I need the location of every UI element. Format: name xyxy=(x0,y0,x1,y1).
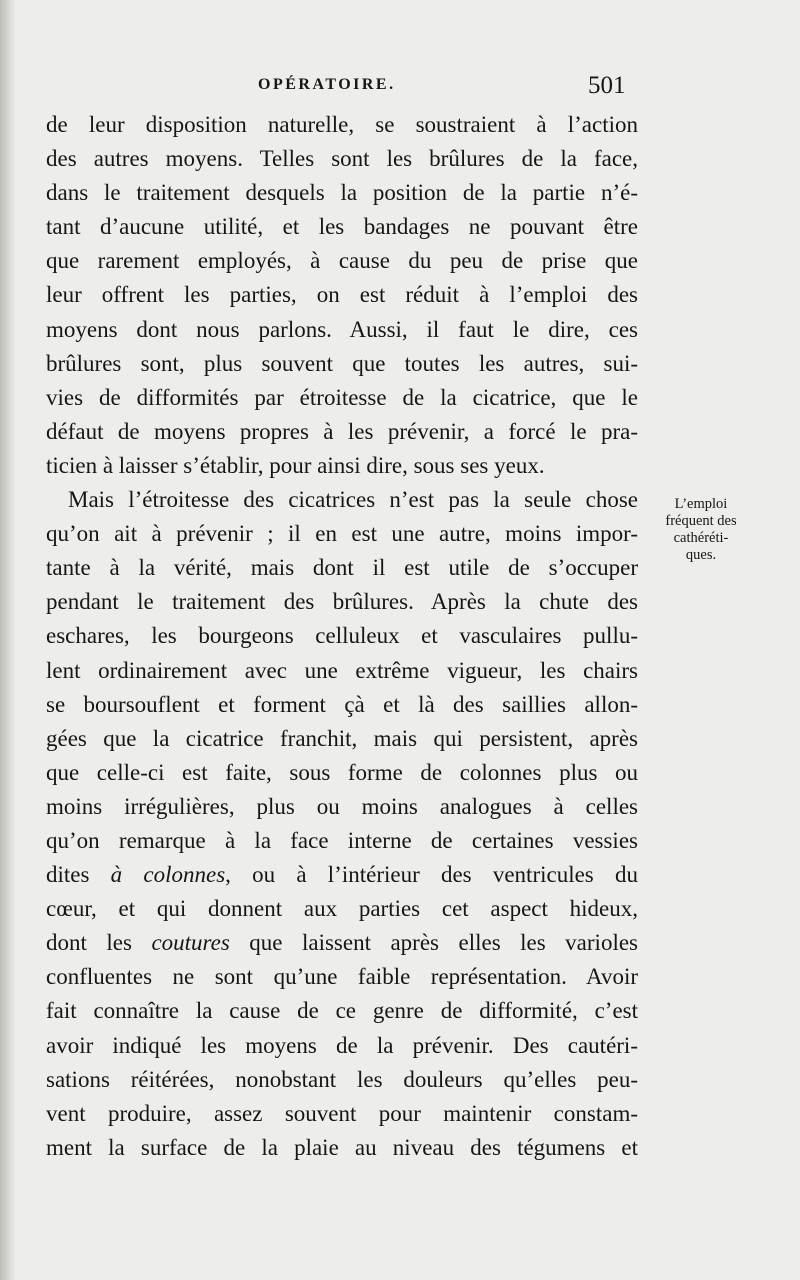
text-line-5: que rarement employés, à cause du peu de prise que xyxy=(46,248,638,274)
text-line-11: ticien à laisser s’établir, pour ainsi dire, sous ses yeux. xyxy=(46,452,545,478)
text-line-2: des autres moyens. Telles sont les brûlures de la face, xyxy=(46,146,638,172)
running-head-title: OPÉRATOIRE. xyxy=(258,76,396,93)
italic-term: coutures xyxy=(151,930,230,956)
text-line-15: pendant le traitement des brûlures. Après la chute des xyxy=(46,589,638,615)
text-line-24: cœur, et qui donnent aux parties cet aspect hideux, xyxy=(46,896,638,922)
body-text xyxy=(46,108,638,1165)
binding-shadow xyxy=(0,0,16,1280)
text-line-12: Mais l’étroitesse des cicatrices n’est pas la seule chose xyxy=(68,487,638,513)
text-line-23: dites à colonnes, ou à l’intérieur des ventricules du xyxy=(46,862,638,888)
text-line-3: dans le traitement desquels la position de la partie n’é- xyxy=(46,180,638,206)
text-line-20: que celle-ci est faite, sous forme de colonnes plus ou xyxy=(46,759,638,785)
text-line-1: de leur disposition naturelle, se soustraient à l’action xyxy=(46,112,638,137)
text-line-10: défaut de moyens propres à les prévenir, a forcé le pra- xyxy=(46,418,638,444)
text-line-21: moins irrégulières, plus ou moins analogues à celles xyxy=(46,793,638,819)
text-line-6: leur offrent les parties, on est réduit à l’emploi des xyxy=(46,282,638,308)
margin-note-line: L’emploi xyxy=(674,496,728,512)
text-line-27: fait connaître la cause de ce genre de difformité, c’est xyxy=(46,998,638,1024)
text-line-30: vent produire, assez souvent pour maintenir constam- xyxy=(46,1100,638,1126)
text-line-17: lent ordinairement avec une extrême vigueur, les chairs xyxy=(46,657,638,683)
margin-note xyxy=(645,496,757,564)
text-line-26: confluentes ne sont qu’une faible représentation. Avoir xyxy=(46,964,638,990)
text-line-9: vies de difformités par étroitesse de la cicatrice, que le xyxy=(46,384,638,410)
text-line-31: ment la surface de la plaie au niveau des tégumens et xyxy=(46,1134,638,1160)
italic-term: à colonnes xyxy=(110,862,226,888)
text-line-16: eschares, les bourgeons celluleux et vasculaires pullu- xyxy=(46,623,638,649)
running-head xyxy=(0,70,800,100)
text-line-4: tant d’aucune utilité, et les bandages ne pouvant être xyxy=(46,214,638,240)
text-line-13: qu’on ait à prévenir ; il en est une autre, moins impor- xyxy=(46,521,638,547)
text-line-19: gées que la cicatrice franchit, mais qui persistent, après xyxy=(46,725,638,751)
text-line-7: moyens dont nous parlons. Aussi, il faut le dire, ces xyxy=(46,316,638,342)
text-line-14: tante à la vérité, mais dont il est utile de s’occuper xyxy=(46,555,638,581)
text-line-8: brûlures sont, plus souvent que toutes les autres, sui- xyxy=(46,350,638,376)
margin-note-line: fréquent des xyxy=(665,513,737,529)
text-line-25: dont les coutures que laissent après elles les varioles xyxy=(46,930,638,956)
text-line-18: se boursouflent et forment çà et là des saillies allon- xyxy=(46,691,638,717)
text-line-29: sations réitérées, nonobstant les douleurs qu’elles peu- xyxy=(46,1066,638,1092)
text-line-22: qu’on remarque à la face interne de certaines vessies xyxy=(46,827,638,853)
text-line-28: avoir indiqué les moyens de la prévenir. Des cautéri- xyxy=(46,1032,638,1058)
margin-note-line: cathéréti- xyxy=(673,530,729,546)
margin-note-line: ques. xyxy=(685,547,717,563)
page-number: 501 xyxy=(588,72,626,99)
